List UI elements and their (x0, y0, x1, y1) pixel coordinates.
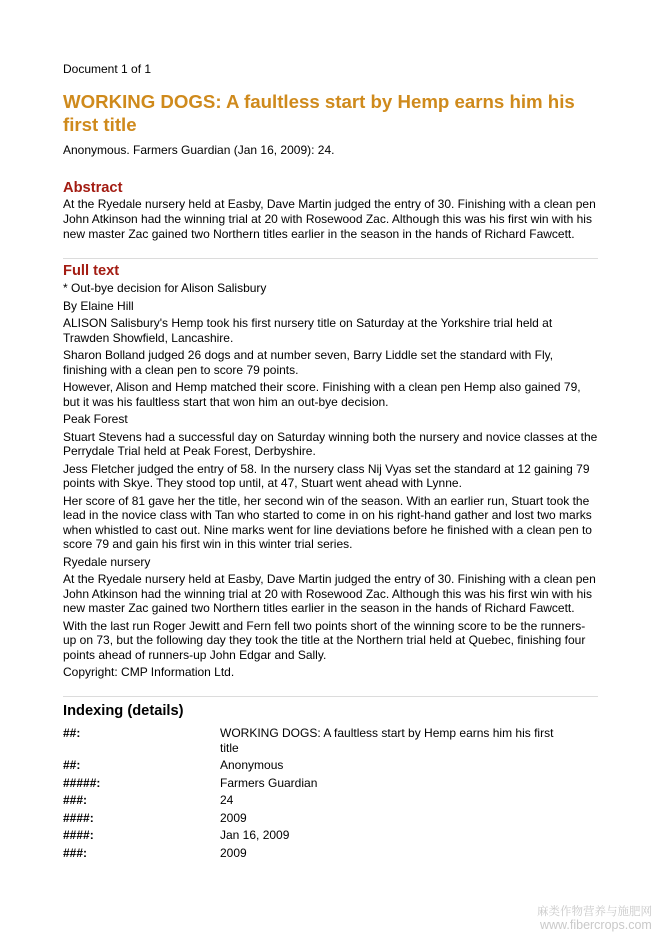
article-title: WORKING DOGS: A faultless start by Hemp earns him his first title (63, 91, 575, 135)
text-line: but it was his faultless start that won him an out-bye decision. (63, 394, 389, 409)
indexing-row (63, 726, 598, 755)
copyright-notice (63, 665, 598, 680)
abstract-heading: Abstract (63, 180, 123, 196)
text-line: when whistled to cast out. Nine marks went for line deviations before he finished with a clean pen to (63, 522, 592, 537)
indexing-row (63, 828, 598, 843)
text-line: Stuart Stevens had a successful day on Saturday winning both the nursery and novice classes at the (63, 429, 598, 444)
indexing-value: Farmers Guardian (220, 775, 318, 790)
text-line: Peak Forest (63, 412, 128, 426)
paragraph (63, 619, 598, 663)
paragraph (63, 462, 598, 491)
text-line: * Out-bye decision for Alison Salisbury (63, 281, 267, 295)
abstract-line: new master Zac gained two Northern titles earlier in the season in the hands of Richard Fawcett. (63, 227, 575, 241)
paragraph (63, 316, 598, 345)
indexing-label: ##: (63, 758, 81, 772)
abstract-line: John Atkinson had the winning trial at 20 with Rosewood Zac. Although this was his first win with his (63, 212, 592, 226)
watermark-site-name: 麻类作物营养与施肥网 (537, 906, 652, 918)
text-line: finishing with a clean pen to score 79 points. (63, 362, 299, 377)
indexing-row (63, 846, 598, 861)
text-line: ALISON Salisbury's Hemp took his first nursery title on Saturday at the Yorkshire trial held at (63, 316, 553, 330)
indexing-label: ##: (63, 726, 81, 740)
text-line: points ahead of runners-up John Edgar and Sally. (63, 647, 327, 662)
section-divider (63, 258, 598, 259)
paragraph (63, 348, 598, 377)
indexing-value: 24 (220, 793, 234, 807)
indexing-label: ####: (63, 810, 94, 825)
indexing-value: Anonymous (220, 758, 284, 772)
byline (63, 299, 598, 314)
subheadline (63, 281, 598, 296)
indexing-value: 2009 (220, 845, 247, 860)
indexing-label: ###: (63, 845, 88, 860)
indexing-row (63, 758, 598, 773)
text-line: However, Alison and Hemp matched their score. Finishing with a clean pen Hemp also gained 79, (63, 380, 581, 394)
text-line: Her score of 81 gave her the title, her second win of the season. With an earlier run, Stuart took the (63, 493, 590, 508)
text-line: Trawden Showfield, Lancashire. (63, 330, 234, 345)
indexing-value: WORKING DOGS: A faultless start by Hemp earns him his first title (220, 726, 554, 755)
indexing-value: Jan 16, 2009 (220, 828, 290, 842)
abstract-body (63, 197, 598, 242)
abstract-line: At the Ryedale nursery held at Easby, Dave Martin judged the entry of 30. Finishing with a clean pen (63, 197, 596, 211)
citation: Anonymous. Farmers Guardian (Jan 16, 2009): 24. (63, 143, 335, 157)
text-line: By Elaine Hill (63, 298, 134, 313)
paragraph (63, 430, 598, 459)
full-text-body (63, 281, 598, 683)
paragraph (63, 494, 598, 552)
text-line: John Atkinson had the winning trial at 20 with Rosewood Zac. Although this was his first win with his (63, 586, 592, 601)
document-counter: Document 1 of 1 (63, 62, 152, 76)
paragraph (63, 572, 598, 616)
text-line: points with Skye. They stood top until, at 47, Stuart went ahead with Lynne. (63, 476, 462, 490)
indexing-row (63, 776, 598, 791)
subsection-title (63, 412, 598, 427)
text-line: At the Ryedale nursery held at Easby, Dave Martin judged the entry of 30. Finishing with a clean pen (63, 572, 596, 586)
text-line: Jess Fletcher judged the entry of 58. In the nursery class Nij Vyas set the standard at 12 gaining 79 (63, 461, 590, 476)
text-line: Perrydale Trial held at Peak Forest, Derbyshire. (63, 444, 316, 458)
text-line: up on 73, but the following day they took the title at the Northern trial held at Quebec, finishing four (63, 633, 586, 647)
indexing-label: ####: (63, 828, 94, 842)
section-divider (63, 696, 598, 697)
indexing-row (63, 811, 598, 826)
watermark-url: www.fibercrops.com (540, 918, 652, 932)
indexing-row (63, 793, 598, 808)
full-text-heading: Full text (63, 263, 120, 279)
text-line: lead in the novice class with Tan who started to come in on his right-hand gather and lost two marks (63, 508, 592, 522)
indexing-label: ###: (63, 793, 88, 807)
text-line: new master Zac gained two Northern titles earlier in the season in the hands of Richard Fawcett. (63, 601, 575, 615)
paragraph (63, 380, 598, 409)
text-line: Sharon Bolland judged 26 dogs and at number seven, Barry Liddle set the standard with Fly, (63, 348, 554, 362)
text-line: Copyright: CMP Information Ltd. (63, 665, 235, 679)
text-line: score 79 and gain his first win in this winter trial series. (63, 537, 353, 551)
indexing-heading: Indexing (details) (63, 703, 184, 719)
text-line: Ryedale nursery (63, 554, 151, 569)
text-line: With the last run Roger Jewitt and Fern fell two points short of the winning score to be the runners- (63, 618, 586, 633)
indexing-label: #####: (63, 775, 101, 790)
indexing-table (63, 726, 598, 863)
indexing-value: 2009 (220, 810, 247, 825)
subsection-title (63, 555, 598, 570)
